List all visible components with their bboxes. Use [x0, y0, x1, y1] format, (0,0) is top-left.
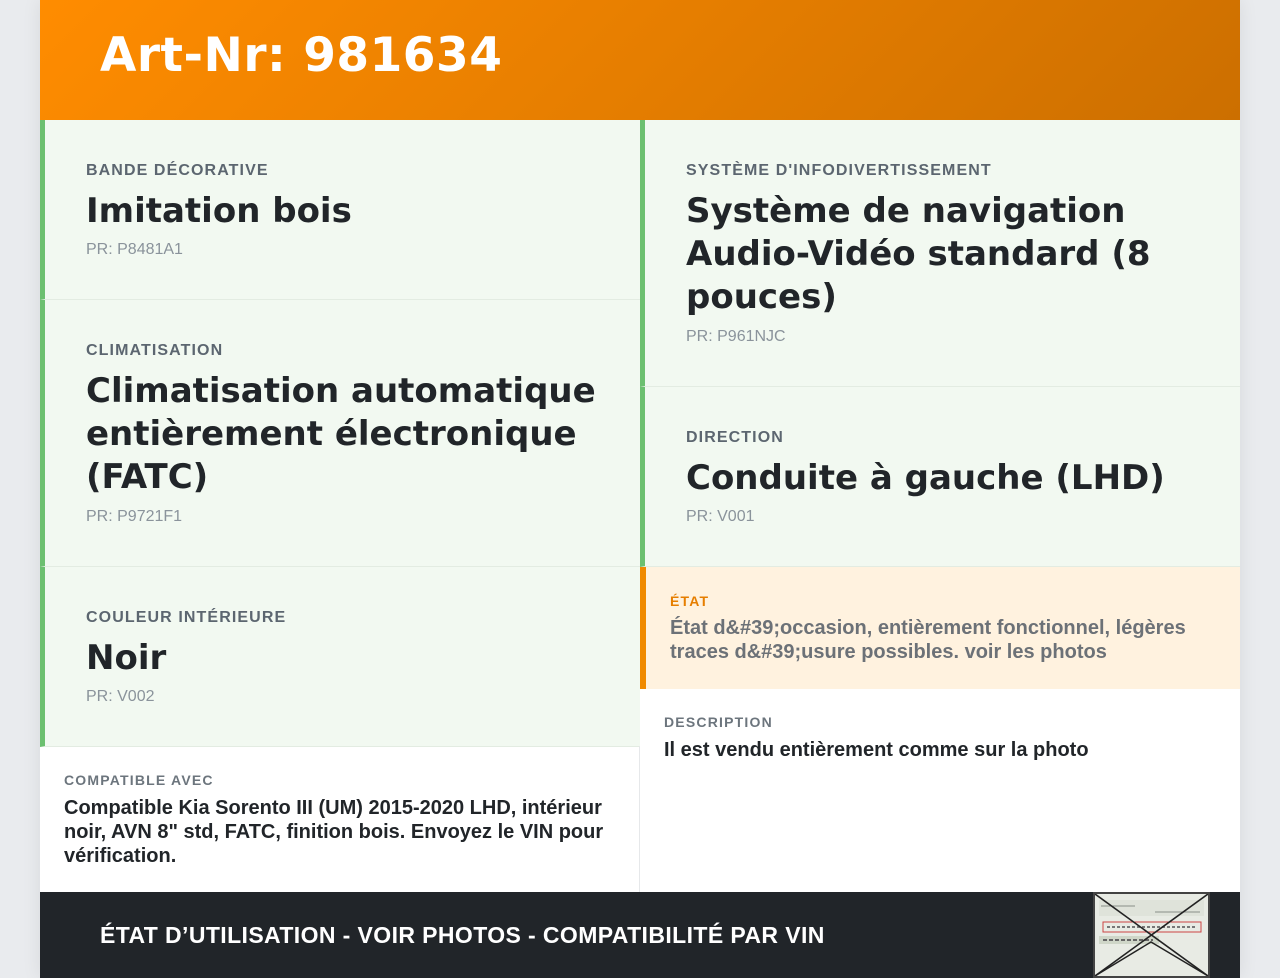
card-pr-code: PR: P9721F1: [86, 508, 183, 525]
product-sheet: [40, 0, 1240, 978]
card-label: SYSTÈME D'INFODIVERTISSEMENT: [686, 162, 992, 179]
card-infodivertissement: [640, 120, 1240, 387]
card-label: CLIMATISATION: [86, 342, 224, 359]
footer-bar: [40, 892, 1240, 978]
etat-label: ÉTAT: [670, 593, 710, 609]
label-photo-icon: [1095, 894, 1208, 976]
footer-text: ÉTAT D’UTILISATION - VOIR PHOTOS - COMPATIBILITÉ PAR VIN: [100, 922, 825, 948]
card-pr-code: PR: V001: [686, 508, 755, 525]
card-label: BANDE DÉCORATIVE: [86, 162, 269, 179]
card-value: Système de navigation Audio-Vidéo standard (8 pouces): [686, 191, 1151, 317]
label-photo-thumbnail-icon[interactable]: [1093, 892, 1210, 978]
compatible-text: Compatible Kia Sorento III (UM) 2015-2020 LHD, intérieur noir, AVN 8" std, FATC, finition bois. Envoyez le VIN pour vérification.: [64, 797, 604, 867]
etat-text: État d&#39;occasion, entièrement fonctionnel, légères traces d&#39;usure possibles. voir les photos: [670, 617, 1186, 663]
card-label: COULEUR INTÉRIEURE: [86, 609, 287, 626]
column-divider: [639, 746, 640, 892]
header-banner: [40, 0, 1240, 120]
card-value: Imitation bois: [86, 191, 352, 231]
card-direction: [640, 387, 1240, 567]
card-pr-code: PR: V002: [86, 688, 155, 705]
compatible-section: [40, 747, 640, 892]
compatible-label: COMPATIBLE AVEC: [64, 772, 214, 788]
description-section: [640, 689, 1240, 892]
card-pr-code: PR: P8481A1: [86, 241, 183, 258]
card-couleur-interieure: [40, 567, 640, 747]
card-value: Climatisation automatique entièrement électronique (FATC): [86, 371, 596, 497]
etat-section: [640, 567, 1240, 689]
card-bande-decorative: [40, 120, 640, 300]
card-value: Conduite à gauche (LHD): [686, 458, 1165, 498]
card-climatisation: [40, 300, 640, 567]
card-pr-code: PR: P961NJC: [686, 328, 786, 345]
card-value: Noir: [86, 638, 167, 678]
page-title: Art-Nr: 981634: [100, 28, 503, 83]
card-label: DIRECTION: [686, 429, 784, 446]
description-text: Il est vendu entièrement comme sur la photo: [664, 739, 1089, 761]
description-label: DESCRIPTION: [664, 714, 773, 730]
